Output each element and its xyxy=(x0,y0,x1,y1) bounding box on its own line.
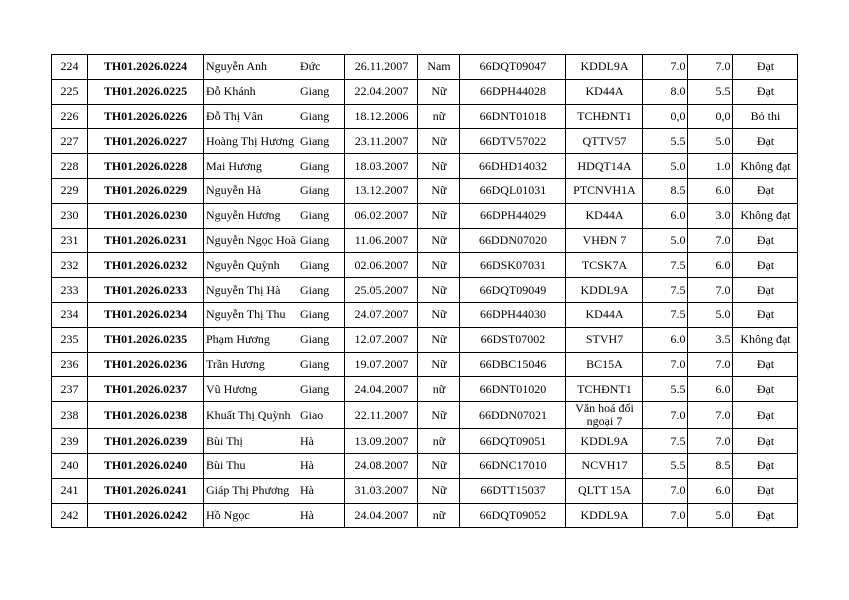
score-1-cell: 7.5 xyxy=(643,278,688,303)
result-cell: Đạt xyxy=(733,79,798,104)
result-cell: Đạt xyxy=(733,55,798,80)
results-table xyxy=(51,54,798,528)
class-code-cell: TCHĐNT1 xyxy=(566,104,643,129)
table-row xyxy=(52,203,798,228)
given-name-cell: Giang xyxy=(298,104,345,129)
birth-date-cell: 24.04.2007 xyxy=(345,377,418,402)
table-row xyxy=(52,302,798,327)
table-body xyxy=(52,55,798,528)
given-name-cell: Hà xyxy=(298,453,345,478)
gender-cell: Nữ xyxy=(418,302,460,327)
birth-date-cell: 24.07.2007 xyxy=(345,302,418,327)
row-number-cell: 233 xyxy=(52,278,88,303)
family-name-cell: Nguyễn Anh xyxy=(204,55,298,80)
score-2-cell: 5.0 xyxy=(688,503,733,528)
given-name-cell: Hà xyxy=(298,429,345,454)
score-2-cell: 6.0 xyxy=(688,253,733,278)
class-code-cell: KD44A xyxy=(566,79,643,104)
result-cell: Đạt xyxy=(733,402,798,429)
family-name-cell: Khuất Thị Quỳnh xyxy=(204,402,298,429)
candidate-id-cell: TH01.2026.0236 xyxy=(88,352,204,377)
result-cell: Đạt xyxy=(733,478,798,503)
given-name-cell: Giang xyxy=(298,377,345,402)
candidate-id-cell: TH01.2026.0239 xyxy=(88,429,204,454)
score-2-cell: 3.5 xyxy=(688,327,733,352)
table-row xyxy=(52,453,798,478)
student-code-cell: 66DPH44029 xyxy=(460,203,566,228)
score-2-cell: 7.0 xyxy=(688,352,733,377)
student-code-cell: 66DTT15037 xyxy=(460,478,566,503)
given-name-cell: Giang xyxy=(298,253,345,278)
candidate-id-cell: TH01.2026.0238 xyxy=(88,402,204,429)
score-2-cell: 7.0 xyxy=(688,228,733,253)
family-name-cell: Hoàng Thị Hương xyxy=(204,129,298,154)
candidate-id-cell: TH01.2026.0242 xyxy=(88,503,204,528)
student-code-cell: 66DQT09049 xyxy=(460,278,566,303)
result-cell: Đạt xyxy=(733,129,798,154)
candidate-id-cell: TH01.2026.0228 xyxy=(88,154,204,179)
result-cell: Không đạt xyxy=(733,327,798,352)
score-1-cell: 6.0 xyxy=(643,203,688,228)
score-2-cell: 5.0 xyxy=(688,129,733,154)
gender-cell: Nữ xyxy=(418,278,460,303)
table-row xyxy=(52,55,798,80)
family-name-cell: Giáp Thị Phương xyxy=(204,478,298,503)
gender-cell: Nữ xyxy=(418,79,460,104)
table-row xyxy=(52,503,798,528)
given-name-cell: Giang xyxy=(298,302,345,327)
birth-date-cell: 19.07.2007 xyxy=(345,352,418,377)
score-2-cell: 5.5 xyxy=(688,79,733,104)
family-name-cell: Nguyễn Thị Hà xyxy=(204,278,298,303)
row-number-cell: 229 xyxy=(52,178,88,203)
birth-date-cell: 24.08.2007 xyxy=(345,453,418,478)
score-1-cell: 7.0 xyxy=(643,55,688,80)
score-1-cell: 7.0 xyxy=(643,352,688,377)
row-number-cell: 237 xyxy=(52,377,88,402)
score-1-cell: 7.5 xyxy=(643,429,688,454)
birth-date-cell: 22.04.2007 xyxy=(345,79,418,104)
table-row xyxy=(52,178,798,203)
given-name-cell: Giang xyxy=(298,352,345,377)
gender-cell: Nam xyxy=(418,55,460,80)
row-number-cell: 236 xyxy=(52,352,88,377)
gender-cell: Nữ xyxy=(418,478,460,503)
table-row xyxy=(52,429,798,454)
family-name-cell: Bùi Thị xyxy=(204,429,298,454)
table-row xyxy=(52,377,798,402)
class-code-cell: BC15A xyxy=(566,352,643,377)
birth-date-cell: 13.12.2007 xyxy=(345,178,418,203)
birth-date-cell: 26.11.2007 xyxy=(345,55,418,80)
gender-cell: Nữ xyxy=(418,203,460,228)
score-2-cell: 8.5 xyxy=(688,453,733,478)
class-code-cell: Văn hoá đối ngoại 7 xyxy=(566,402,643,429)
student-code-cell: 66DQT09047 xyxy=(460,55,566,80)
birth-date-cell: 12.07.2007 xyxy=(345,327,418,352)
result-cell: Đạt xyxy=(733,278,798,303)
candidate-id-cell: TH01.2026.0224 xyxy=(88,55,204,80)
student-code-cell: 66DNC17010 xyxy=(460,453,566,478)
given-name-cell: Giang xyxy=(298,228,345,253)
given-name-cell: Giang xyxy=(298,129,345,154)
result-cell: Bỏ thi xyxy=(733,104,798,129)
family-name-cell: Nguyễn Ngọc Hoà xyxy=(204,228,298,253)
family-name-cell: Nguyễn Quỳnh xyxy=(204,253,298,278)
class-code-cell: KD44A xyxy=(566,302,643,327)
row-number-cell: 240 xyxy=(52,453,88,478)
gender-cell: Nữ xyxy=(418,402,460,429)
family-name-cell: Hồ Ngọc xyxy=(204,503,298,528)
birth-date-cell: 18.12.2006 xyxy=(345,104,418,129)
row-number-cell: 242 xyxy=(52,503,88,528)
row-number-cell: 230 xyxy=(52,203,88,228)
table-row xyxy=(52,104,798,129)
candidate-id-cell: TH01.2026.0241 xyxy=(88,478,204,503)
score-2-cell: 7.0 xyxy=(688,278,733,303)
row-number-cell: 239 xyxy=(52,429,88,454)
class-code-cell: TCSK7A xyxy=(566,253,643,278)
score-2-cell: 1.0 xyxy=(688,154,733,179)
given-name-cell: Hà xyxy=(298,478,345,503)
given-name-cell: Giang xyxy=(298,154,345,179)
score-1-cell: 6.0 xyxy=(643,327,688,352)
score-1-cell: 5.5 xyxy=(643,453,688,478)
class-code-cell: KD44A xyxy=(566,203,643,228)
student-code-cell: 66DPH44030 xyxy=(460,302,566,327)
student-code-cell: 66DPH44028 xyxy=(460,79,566,104)
result-cell: Đạt xyxy=(733,178,798,203)
student-code-cell: 66DHD14032 xyxy=(460,154,566,179)
family-name-cell: Vũ Hương xyxy=(204,377,298,402)
class-code-cell: KDDL9A xyxy=(566,503,643,528)
row-number-cell: 235 xyxy=(52,327,88,352)
result-cell: Đạt xyxy=(733,352,798,377)
birth-date-cell: 31.03.2007 xyxy=(345,478,418,503)
student-code-cell: 66DBC15046 xyxy=(460,352,566,377)
candidate-id-cell: TH01.2026.0240 xyxy=(88,453,204,478)
candidate-id-cell: TH01.2026.0229 xyxy=(88,178,204,203)
birth-date-cell: 23.11.2007 xyxy=(345,129,418,154)
row-number-cell: 227 xyxy=(52,129,88,154)
result-cell: Không đạt xyxy=(733,203,798,228)
student-code-cell: 66DSK07031 xyxy=(460,253,566,278)
class-code-cell: HDQT14A xyxy=(566,154,643,179)
family-name-cell: Đỗ Khánh xyxy=(204,79,298,104)
birth-date-cell: 18.03.2007 xyxy=(345,154,418,179)
student-code-cell: 66DQT09052 xyxy=(460,503,566,528)
family-name-cell: Nguyễn Hà xyxy=(204,178,298,203)
score-1-cell: 7.0 xyxy=(643,402,688,429)
table-row xyxy=(52,79,798,104)
score-2-cell: 6.0 xyxy=(688,178,733,203)
score-2-cell: 7.0 xyxy=(688,402,733,429)
class-code-cell: STVH7 xyxy=(566,327,643,352)
birth-date-cell: 06.02.2007 xyxy=(345,203,418,228)
given-name-cell: Đức xyxy=(298,55,345,80)
gender-cell: Nữ xyxy=(418,327,460,352)
class-code-cell: KDDL9A xyxy=(566,278,643,303)
class-code-cell: QTTV57 xyxy=(566,129,643,154)
family-name-cell: Nguyễn Thị Thu xyxy=(204,302,298,327)
student-code-cell: 66DNT01018 xyxy=(460,104,566,129)
gender-cell: nữ xyxy=(418,429,460,454)
result-cell: Đạt xyxy=(733,453,798,478)
student-code-cell: 66DNT01020 xyxy=(460,377,566,402)
row-number-cell: 225 xyxy=(52,79,88,104)
score-2-cell: 6.0 xyxy=(688,478,733,503)
gender-cell: Nữ xyxy=(418,129,460,154)
result-cell: Đạt xyxy=(733,228,798,253)
given-name-cell: Giang xyxy=(298,278,345,303)
gender-cell: nữ xyxy=(418,503,460,528)
candidate-id-cell: TH01.2026.0227 xyxy=(88,129,204,154)
candidate-id-cell: TH01.2026.0232 xyxy=(88,253,204,278)
gender-cell: nữ xyxy=(418,104,460,129)
result-cell: Đạt xyxy=(733,377,798,402)
gender-cell: Nữ xyxy=(418,178,460,203)
table-row xyxy=(52,327,798,352)
candidate-id-cell: TH01.2026.0226 xyxy=(88,104,204,129)
class-code-cell: PTCNVH1A xyxy=(566,178,643,203)
result-cell: Đạt xyxy=(733,503,798,528)
gender-cell: Nữ xyxy=(418,228,460,253)
row-number-cell: 226 xyxy=(52,104,88,129)
table-row xyxy=(52,228,798,253)
gender-cell: Nữ xyxy=(418,352,460,377)
family-name-cell: Đỗ Thị Vân xyxy=(204,104,298,129)
family-name-cell: Mai Hương xyxy=(204,154,298,179)
birth-date-cell: 22.11.2007 xyxy=(345,402,418,429)
row-number-cell: 234 xyxy=(52,302,88,327)
candidate-id-cell: TH01.2026.0231 xyxy=(88,228,204,253)
gender-cell: nữ xyxy=(418,377,460,402)
row-number-cell: 224 xyxy=(52,55,88,80)
birth-date-cell: 24.04.2007 xyxy=(345,503,418,528)
row-number-cell: 231 xyxy=(52,228,88,253)
score-1-cell: 5.5 xyxy=(643,129,688,154)
student-code-cell: 66DDN07020 xyxy=(460,228,566,253)
birth-date-cell: 02.06.2007 xyxy=(345,253,418,278)
score-1-cell: 7.5 xyxy=(643,302,688,327)
score-2-cell: 7.0 xyxy=(688,429,733,454)
given-name-cell: Giao xyxy=(298,402,345,429)
student-code-cell: 66DQT09051 xyxy=(460,429,566,454)
given-name-cell: Giang xyxy=(298,327,345,352)
class-code-cell: VHĐN 7 xyxy=(566,228,643,253)
score-2-cell: 7.0 xyxy=(688,55,733,80)
score-1-cell: 8.0 xyxy=(643,79,688,104)
family-name-cell: Nguyễn Hương xyxy=(204,203,298,228)
table-row xyxy=(52,352,798,377)
given-name-cell: Hà xyxy=(298,503,345,528)
given-name-cell: Giang xyxy=(298,178,345,203)
candidate-id-cell: TH01.2026.0234 xyxy=(88,302,204,327)
student-code-cell: 66DST07002 xyxy=(460,327,566,352)
family-name-cell: Trần Hương xyxy=(204,352,298,377)
score-1-cell: 0,0 xyxy=(643,104,688,129)
score-2-cell: 0,0 xyxy=(688,104,733,129)
candidate-id-cell: TH01.2026.0237 xyxy=(88,377,204,402)
row-number-cell: 232 xyxy=(52,253,88,278)
score-1-cell: 5.0 xyxy=(643,228,688,253)
score-1-cell: 5.5 xyxy=(643,377,688,402)
gender-cell: Nữ xyxy=(418,154,460,179)
table-row xyxy=(52,278,798,303)
birth-date-cell: 25.05.2007 xyxy=(345,278,418,303)
table-row xyxy=(52,478,798,503)
score-1-cell: 7.0 xyxy=(643,478,688,503)
row-number-cell: 228 xyxy=(52,154,88,179)
class-code-cell: QLTT 15A xyxy=(566,478,643,503)
candidate-id-cell: TH01.2026.0225 xyxy=(88,79,204,104)
table-row xyxy=(52,154,798,179)
class-code-cell: NCVH17 xyxy=(566,453,643,478)
row-number-cell: 241 xyxy=(52,478,88,503)
gender-cell: Nữ xyxy=(418,453,460,478)
student-code-cell: 66DDN07021 xyxy=(460,402,566,429)
birth-date-cell: 11.06.2007 xyxy=(345,228,418,253)
student-code-cell: 66DQL01031 xyxy=(460,178,566,203)
score-1-cell: 7.5 xyxy=(643,253,688,278)
result-cell: Đạt xyxy=(733,429,798,454)
birth-date-cell: 13.09.2007 xyxy=(345,429,418,454)
score-1-cell: 5.0 xyxy=(643,154,688,179)
table-row xyxy=(52,402,798,429)
candidate-id-cell: TH01.2026.0235 xyxy=(88,327,204,352)
class-code-cell: KDDL9A xyxy=(566,55,643,80)
given-name-cell: Giang xyxy=(298,203,345,228)
family-name-cell: Bùi Thu xyxy=(204,453,298,478)
result-cell: Không đạt xyxy=(733,154,798,179)
candidate-id-cell: TH01.2026.0230 xyxy=(88,203,204,228)
student-code-cell: 66DTV57022 xyxy=(460,129,566,154)
table-row xyxy=(52,129,798,154)
family-name-cell: Phạm Hương xyxy=(204,327,298,352)
row-number-cell: 238 xyxy=(52,402,88,429)
result-cell: Đạt xyxy=(733,253,798,278)
table-row xyxy=(52,253,798,278)
result-cell: Đạt xyxy=(733,302,798,327)
score-2-cell: 3.0 xyxy=(688,203,733,228)
given-name-cell: Giang xyxy=(298,79,345,104)
score-2-cell: 6.0 xyxy=(688,377,733,402)
score-2-cell: 5.0 xyxy=(688,302,733,327)
gender-cell: Nữ xyxy=(418,253,460,278)
score-1-cell: 7.0 xyxy=(643,503,688,528)
class-code-cell: KDDL9A xyxy=(566,429,643,454)
class-code-cell: TCHĐNT1 xyxy=(566,377,643,402)
score-1-cell: 8.5 xyxy=(643,178,688,203)
candidate-id-cell: TH01.2026.0233 xyxy=(88,278,204,303)
